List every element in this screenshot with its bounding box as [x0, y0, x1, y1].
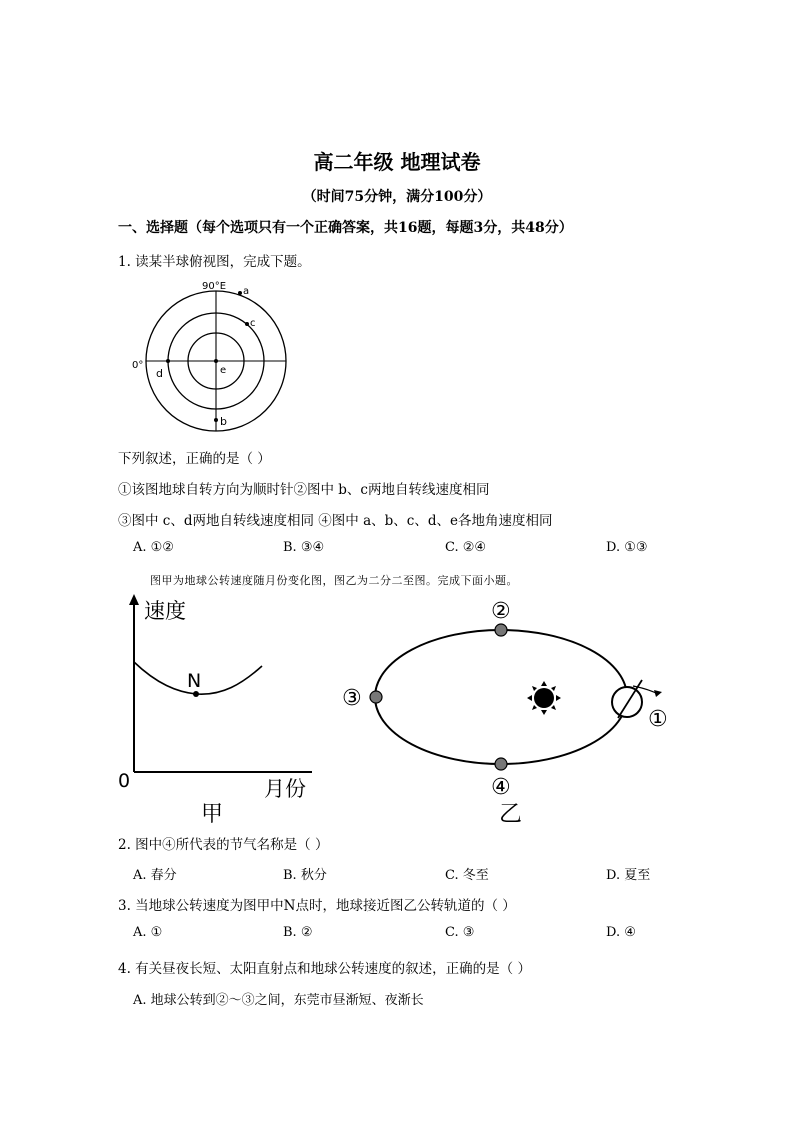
sun-icon [527, 681, 561, 715]
q2-option-a[interactable]: A. 春分 [133, 868, 177, 883]
q1-statement-1: ①该图地球自转方向为顺时针②图中 b、c两地自转线速度相同 [118, 482, 490, 498]
exam-subtitle: （时间75分钟，满分100分） [302, 189, 492, 205]
label-e: e [220, 365, 227, 376]
q1-hemisphere-figure [126, 276, 296, 436]
label-pos-4: ④ [491, 775, 511, 800]
label-pos-2: ② [491, 599, 511, 624]
q2-option-b[interactable]: B. 秋分 [283, 868, 327, 883]
y-axis-label: 速度 [144, 599, 186, 623]
q3-option-d[interactable]: D. ④ [606, 925, 636, 940]
origin-label: 0 [118, 770, 131, 792]
label-pos-3: ③ [342, 686, 362, 711]
point-b [214, 418, 218, 422]
q4-option-a[interactable]: A. 地球公转到②～③之间，东莞市昼渐短、夜渐长 [133, 993, 424, 1008]
label-b: b [220, 415, 227, 428]
point-e [214, 359, 218, 363]
q1-statement-2: ③图中 c、d两地自转线速度相同 ④图中 a、b、c、d、e各地角速度相同 [118, 513, 553, 529]
q1-option-b[interactable]: B. ③④ [283, 540, 325, 555]
x-axis-label: 月份 [264, 777, 306, 801]
point-a [238, 291, 242, 295]
q3-option-b[interactable]: B. ② [283, 925, 313, 940]
earth-position-3 [370, 691, 382, 703]
point-d [166, 359, 170, 363]
q1-stem: 1. 读某半球俯视图，完成下题。 [118, 254, 311, 270]
q1-prompt: 下列叙述，正确的是（ ） [118, 451, 271, 467]
label-pos-1: ① [648, 707, 668, 732]
caption-jia: 甲 [201, 802, 224, 827]
q2-option-c[interactable]: C. 冬至 [445, 868, 489, 883]
exam-title: 高二年级 地理试卷 [313, 150, 481, 174]
q3-option-c[interactable]: C. ③ [445, 925, 475, 940]
q3-stem: 3. 当地球公转速度为图甲中N点时，地球接近图乙公转轨道的（ ） [118, 898, 516, 914]
label-a: a [243, 286, 250, 297]
figure-yi [336, 594, 676, 828]
label-90e: 90°E [202, 281, 227, 292]
q1-option-c[interactable]: C. ②④ [445, 540, 487, 555]
orbit [375, 630, 627, 764]
section-heading: 一、选择题（每个选项只有一个正确答案，共16题，每题3分，共48分） [118, 220, 573, 236]
earth-position-4 [495, 758, 507, 770]
q4-stem: 4. 有关昼夜长短、太阳直射点和地球公转速度的叙述，正确的是（ ） [118, 961, 531, 977]
q1-option-d[interactable]: D. ①③ [606, 540, 648, 555]
figure-jia [112, 594, 322, 828]
label-c: c [250, 318, 256, 329]
q1-option-a[interactable]: A. ①② [133, 540, 174, 555]
y-axis-arrow [129, 594, 139, 605]
earth-position-2 [495, 624, 507, 636]
point-c [245, 322, 249, 326]
q3-option-a[interactable]: A. ① [133, 925, 163, 940]
group-intro: 图甲为地球公转速度随月份变化图，图乙为二分二至图。完成下面小题。 [150, 574, 518, 587]
q2-stem: 2. 图中④所代表的节气名称是（ ） [118, 837, 329, 853]
label-0: 0° [132, 360, 144, 371]
label-d: d [156, 367, 163, 380]
q2-option-d[interactable]: D. 夏至 [606, 868, 651, 883]
caption-yi: 乙 [499, 801, 522, 827]
n-label: N [187, 670, 202, 692]
